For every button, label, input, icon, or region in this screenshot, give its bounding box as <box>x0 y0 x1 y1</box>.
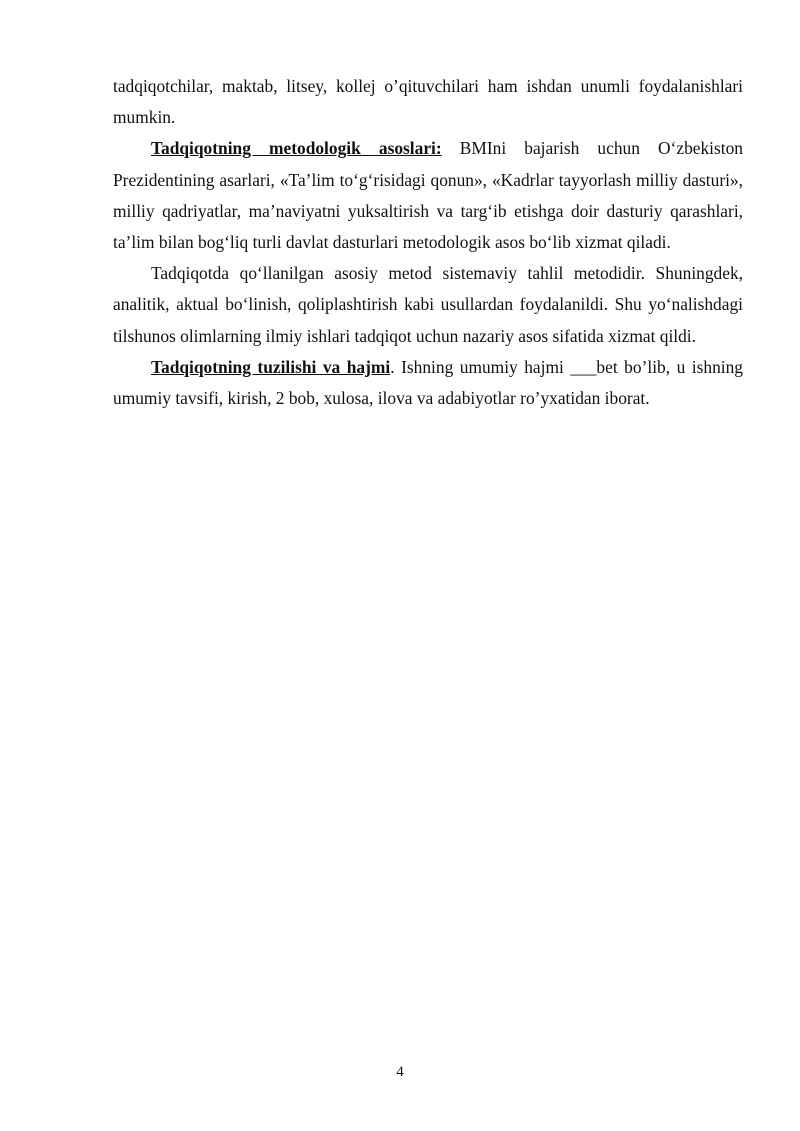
paragraph-methodology <box>113 133 743 258</box>
heading-methodology: Tadqiqotning metodologik asoslari <box>151 138 436 159</box>
page-number: 4 <box>396 1064 404 1080</box>
heading-methodology-colon: : <box>435 138 442 159</box>
paragraph-method: Tadqiqotda qo‘llanilgan asosiy metod sistemaviy tahlil metodidir. Shuningdek, analitik, aktual bo‘linish, qoliplashtirish kabi usullardan foydalanildi. Shu yo‘nalishdagi tilshunos olimlarning ilmiy ishlari tadqiqot uchun nazariy asos sifatida xizmat qildi. <box>113 263 743 346</box>
paragraph-structure <box>113 352 743 414</box>
paragraph-intro-continuation: tadqiqotchilar, maktab, litsey, kollej o’qituvchilari ham ishdan unumli foydalanishlari mumkin. <box>113 76 743 128</box>
paragraph-methodology-text: BMIni bajarish uchun O‘zbekiston Prezidentining asarlari, «Ta’lim to‘g‘risidagi qonun», «Kadrlar tayyorlash milliy dasturi», milliy qadriyatlar, ma’naviyatni yuksaltirish va targ‘ib etishga doir dasturiy qarashlari, ta’lim bilan bog‘liq turli davlat dasturlari metodologik asos bo‘lib xizmat qiladi. <box>113 138 743 253</box>
paragraph-structure-text: . Ishning umumiy hajmi ___bet bo’lib, u ishning umumiy tavsifi, kirish, 2 bob, xulosa, ilova va adabiyotlar ro’yxatidan iborat. <box>113 356 743 409</box>
document-page <box>113 71 743 414</box>
heading-structure: Tadqiqotning tuzilishi va hajmi <box>151 356 391 377</box>
